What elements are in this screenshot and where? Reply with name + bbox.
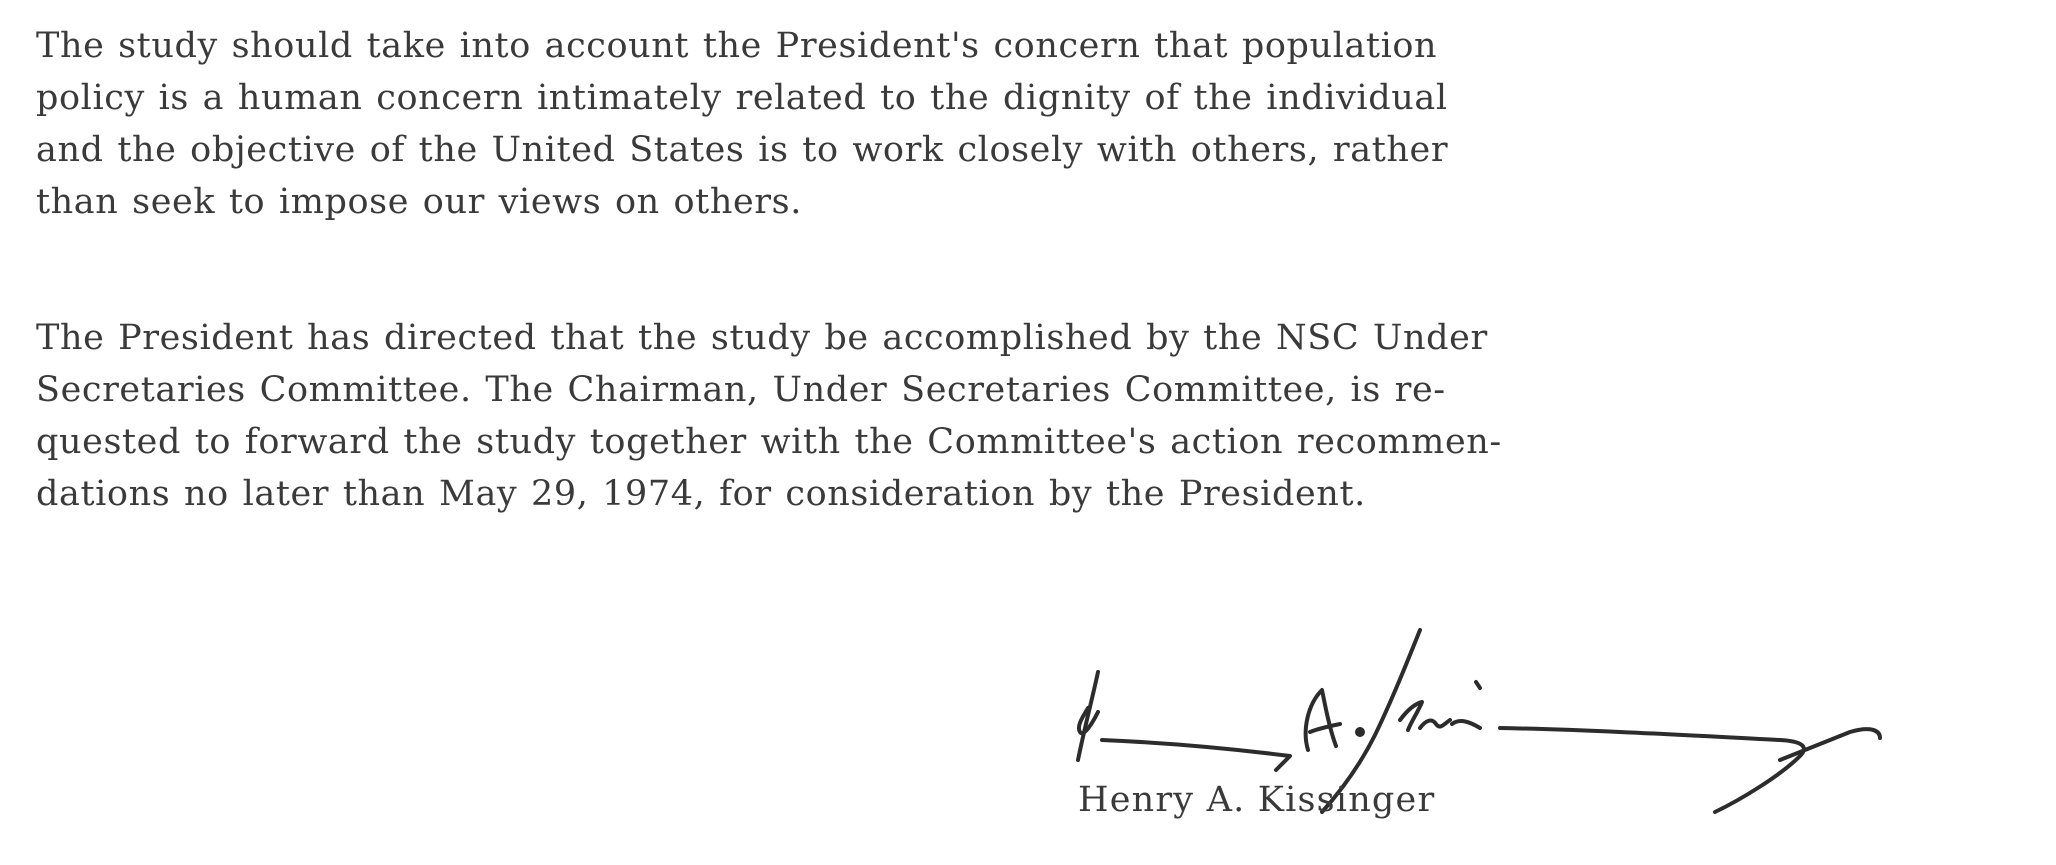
body-paragraph-1	[36, 20, 1996, 228]
paragraph-line: dations no later than May 29, 1974, for consideration by the President.	[36, 474, 1366, 514]
paragraph-line: The study should take into account the President's concern that population	[36, 26, 1438, 66]
handwritten-signature	[1040, 620, 2040, 865]
paragraph-line: quested to forward the study together with the Committee's action recommen-	[36, 422, 1502, 462]
signatory-name: Henry A. Kissinger	[1078, 780, 1436, 820]
paragraph-line: The President has directed that the study be accomplished by the NSC Under	[36, 318, 1488, 358]
paragraph-line: policy is a human concern intimately related to the dignity of the individual	[36, 78, 1448, 118]
paragraph-line: Secretaries Committee. The Chairman, Under Secretaries Committee, is re-	[36, 370, 1446, 410]
body-paragraph-2	[36, 312, 1996, 520]
signature-block	[1040, 620, 2040, 865]
paragraph-line: and the objective of the United States is to work closely with others, rather	[36, 130, 1449, 170]
paragraph-line: than seek to impose our views on others.	[36, 182, 802, 222]
